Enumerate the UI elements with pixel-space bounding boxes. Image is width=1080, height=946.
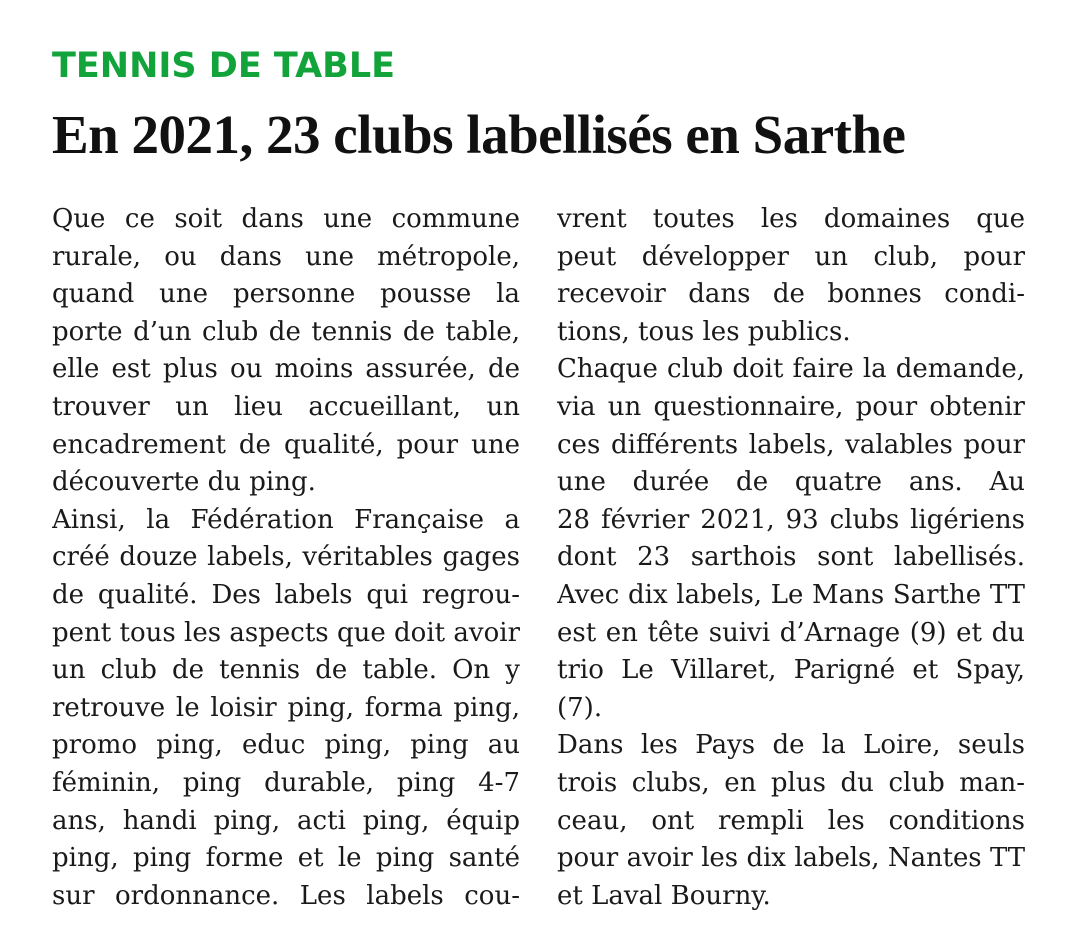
text-line: elle est plus ou moins assurée, de	[52, 354, 520, 385]
text-line: et Laval Bourny.	[557, 880, 771, 911]
text-line: peut développer un club, pour	[557, 241, 1025, 272]
text-line: rurale, ou dans une métropole,	[52, 241, 520, 272]
text-line: un club de tennis de table. On y	[52, 655, 520, 686]
text-line: promo ping, educ ping, ping au	[52, 730, 520, 761]
text-line: Dans les Pays de la Loire, seuls	[557, 730, 1025, 761]
body-column-right	[557, 201, 1025, 915]
text-line: ping, ping forme et le ping santé	[52, 843, 520, 874]
article-headline: En 2021, 23 clubs labellisés en Sarthe	[52, 104, 906, 165]
text-line: vrent toutes les domaines que	[557, 204, 1025, 234]
text-line: une durée de quatre ans. Au	[557, 467, 1025, 498]
section-kicker: TENNIS DE TABLE	[52, 46, 396, 86]
text-line: ces différents labels, valables pour	[557, 429, 1025, 460]
text-line: ans, handi ping, acti ping, équip	[52, 805, 520, 836]
text-line: via un questionnaire, pour obtenir	[557, 391, 1025, 422]
text-line: porte d’un club de tennis de table,	[52, 316, 520, 347]
text-line: sur ordonnance. Les labels cou-	[52, 880, 520, 911]
body-column-left	[52, 201, 520, 915]
text-line: trouver un lieu accueillant, un	[52, 391, 520, 422]
text-line: découverte du ping.	[52, 467, 316, 498]
text-line: quand une personne pousse la	[52, 279, 520, 310]
text-line: pour avoir les dix labels, Nantes TT	[557, 843, 1025, 874]
text-line: Que ce soit dans une commune	[52, 204, 520, 234]
text-line: retrouve le loisir ping, forma ping,	[52, 692, 520, 723]
text-line: ceau, ont rempli les conditions	[557, 805, 1025, 836]
text-line: recevoir dans de bonnes condi-	[557, 279, 1025, 310]
text-line: créé douze labels, véritables gages	[52, 542, 520, 573]
text-line: est en tête suivi d’Arnage (9) et du	[557, 617, 1025, 648]
text-line: 28 février 2021, 93 clubs ligériens	[557, 504, 1025, 535]
text-line: tions, tous les publics.	[557, 316, 851, 347]
text-line: Avec dix labels, Le Mans Sarthe TT	[557, 579, 1025, 610]
text-line: trois clubs, en plus du club man-	[557, 767, 1025, 798]
text-line: (7).	[557, 692, 603, 723]
text-line: Chaque club doit faire la demande,	[557, 354, 1025, 385]
text-line: encadrement de qualité, pour une	[52, 429, 520, 460]
text-line: trio Le Villaret, Parigné et Spay,	[557, 655, 1025, 686]
text-line: dont 23 sarthois sont labellisés.	[557, 542, 1025, 573]
text-line: de qualité. Des labels qui regrou-	[52, 579, 520, 610]
text-line: Ainsi, la Fédération Française a	[52, 504, 520, 535]
text-line: pent tous les aspects que doit avoir	[52, 617, 520, 648]
text-line: féminin, ping durable, ping 4-7	[52, 767, 520, 798]
